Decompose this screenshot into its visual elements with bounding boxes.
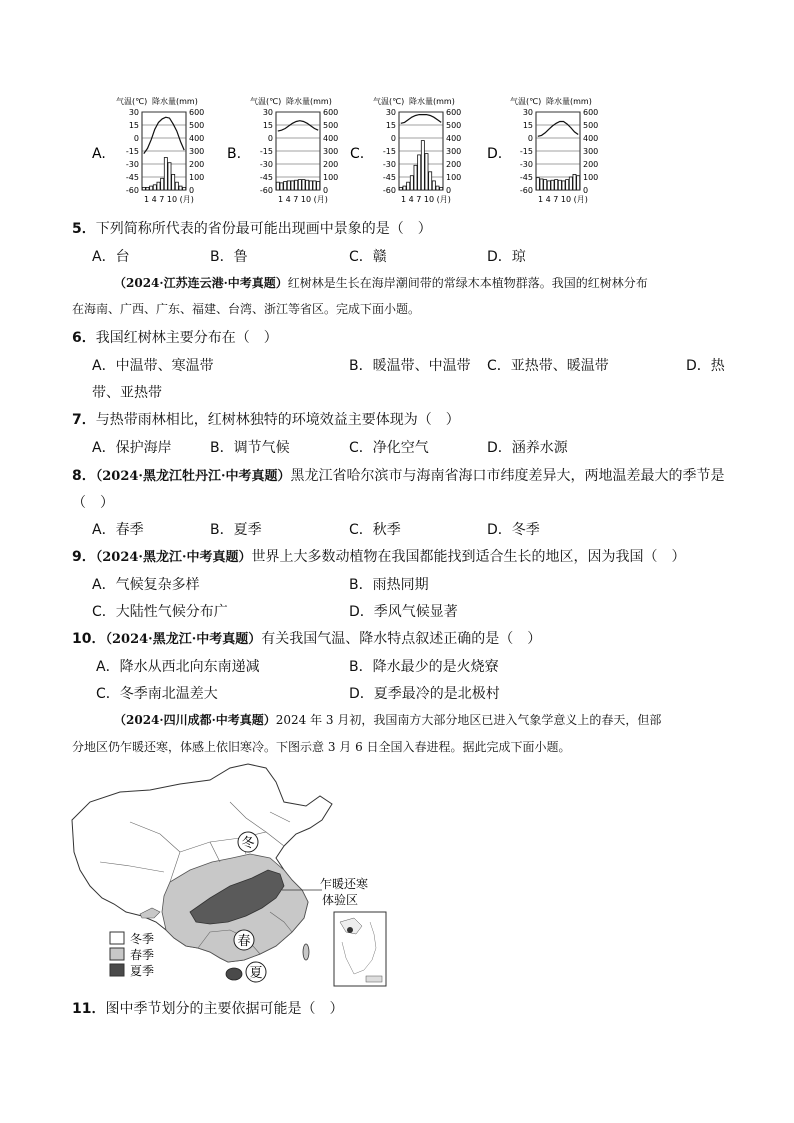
q7-option-b[interactable]: B．调节气候 xyxy=(210,440,290,456)
precip-bar xyxy=(432,181,435,190)
left-tick-label: -30 xyxy=(519,160,533,169)
precip-bar xyxy=(407,182,410,190)
precip-bar xyxy=(172,174,175,190)
callout-text-2: 体验区 xyxy=(322,893,359,907)
precip-bar xyxy=(306,180,309,190)
map-legend xyxy=(110,931,154,978)
q10-option-b[interactable]: B．降水最少的是火烧寮 xyxy=(349,659,499,675)
precip-bar xyxy=(168,163,171,190)
passage-source: （2024·四川成都·中考真题） xyxy=(114,713,276,727)
axis-right-title: 降水量(mm) xyxy=(152,97,198,106)
left-tick-label: 0 xyxy=(527,134,533,143)
precip-bar xyxy=(150,186,153,190)
climate-chart-c xyxy=(350,96,461,204)
map-svg xyxy=(70,762,390,990)
precip-bar xyxy=(569,177,572,190)
legend-summer: 夏季 xyxy=(130,964,155,978)
left-tick-label: 30 xyxy=(385,108,396,117)
q9-option-c[interactable]: C．大陆性气候分布广 xyxy=(92,604,228,620)
question-8 xyxy=(72,465,724,485)
right-tick-label: 0 xyxy=(446,186,452,195)
chart-option-label[interactable]: B. xyxy=(227,146,242,162)
question-11 xyxy=(72,998,343,1018)
left-tick-label: 30 xyxy=(262,108,273,117)
axis-left-title: 气温(℃) xyxy=(250,97,282,106)
passage-2-line-2: 分地区仍乍暖还寒，体感上依旧寒冷。下图示意 3 月 6 日全国入春进程。据此完成下面小题。 xyxy=(72,740,571,754)
question-source: （2024·黑龙江·中考真题） xyxy=(105,632,262,647)
passage-1-line-1 xyxy=(114,274,648,291)
precip-bar xyxy=(410,176,413,190)
q9-option-b[interactable]: B．雨热同期 xyxy=(349,577,429,593)
right-tick-label: 400 xyxy=(446,134,462,143)
right-tick-label: 300 xyxy=(446,147,462,156)
climate-chart-b xyxy=(227,96,338,204)
left-tick-label: -15 xyxy=(259,147,273,156)
right-tick-label: 400 xyxy=(583,134,599,143)
precip-bar xyxy=(317,182,320,190)
legend-spring: 春季 xyxy=(130,948,155,962)
precip-bar xyxy=(179,186,182,190)
precip-bar xyxy=(558,180,561,190)
south-china-sea-inset xyxy=(334,912,386,986)
question-stem: 图中季节划分的主要依据可能是（ ） xyxy=(105,1001,344,1017)
question-number: 7． xyxy=(72,412,96,428)
chart-option-label[interactable]: D. xyxy=(487,146,503,162)
question-source: （2024·黑龙江牡丹江·中考真题） xyxy=(95,469,291,484)
precip-bar xyxy=(175,182,178,190)
question-stem: 黑龙江省哈尔滨市与海南省海口市纬度差异大，两地温差最大的季节是 xyxy=(290,468,725,484)
left-tick-label: -15 xyxy=(125,147,139,156)
right-tick-label: 0 xyxy=(583,186,589,195)
right-tick-label: 0 xyxy=(323,186,329,195)
precip-bar xyxy=(280,183,283,190)
axis-right-title: 降水量(mm) xyxy=(409,97,455,106)
question-stem: 有关我国气温、降水特点叙述正确的是（ ） xyxy=(261,631,542,647)
precip-bar xyxy=(309,181,312,190)
q6-option-a[interactable]: A．中温带、寒温带 xyxy=(92,358,214,374)
left-tick-label: 0 xyxy=(133,134,139,143)
legend-winter: 冬季 xyxy=(130,932,155,946)
right-tick-label: 600 xyxy=(446,108,462,117)
passage-text: 2024 年 3 月初，我国南方大部分地区已进入气象学意义上的春天，但部 xyxy=(275,713,662,727)
right-tick-label: 500 xyxy=(446,121,462,130)
precip-bar xyxy=(298,180,301,190)
x-tick-labels: 1 4 7 10 (月) xyxy=(538,195,588,204)
china-spring-progress-map xyxy=(70,762,390,990)
q6-option-b[interactable]: B．暖温带、中温带 xyxy=(349,358,471,374)
left-tick-label: 15 xyxy=(262,121,273,130)
left-tick-label: 15 xyxy=(128,121,139,130)
question-number: 10． xyxy=(72,631,106,647)
precip-bar xyxy=(551,180,554,190)
precip-bar xyxy=(287,181,290,190)
left-tick-label: -60 xyxy=(125,186,139,195)
q10-option-d[interactable]: D．夏季最冷的是北极村 xyxy=(349,686,500,702)
left-tick-label: -30 xyxy=(125,160,139,169)
q6-option-d[interactable]: D．热 xyxy=(686,358,725,374)
callout-text-1: 乍暖还寒 xyxy=(320,877,369,891)
precip-bar xyxy=(291,181,294,190)
precip-bar xyxy=(440,187,443,190)
right-tick-label: 100 xyxy=(189,173,205,182)
left-tick-label: 15 xyxy=(522,121,533,130)
q6-option-c[interactable]: C．亚热带、暖温带 xyxy=(487,358,609,374)
temperature-line xyxy=(278,121,318,131)
q6-option-d-wrap: 带、亚热带 xyxy=(92,385,162,401)
spring-label: 春 xyxy=(237,934,251,949)
left-tick-label: -60 xyxy=(382,186,396,195)
precip-bar xyxy=(146,187,149,190)
precip-bar xyxy=(425,154,428,190)
left-tick-label: -45 xyxy=(125,173,139,182)
right-tick-label: 300 xyxy=(189,147,205,156)
left-tick-label: -15 xyxy=(519,147,533,156)
right-tick-label: 600 xyxy=(323,108,339,117)
precip-bar xyxy=(544,180,547,190)
right-tick-label: 500 xyxy=(323,121,339,130)
left-tick-label: 0 xyxy=(390,134,396,143)
hainan-island xyxy=(226,968,242,980)
precip-bar xyxy=(161,178,164,190)
right-tick-label: 500 xyxy=(583,121,599,130)
question-6 xyxy=(72,327,278,347)
right-tick-label: 600 xyxy=(189,108,205,117)
precip-bar xyxy=(284,182,287,190)
summer-label: 夏 xyxy=(249,966,263,981)
precip-bar xyxy=(421,141,424,190)
q9-option-d[interactable]: D．季风气候显著 xyxy=(349,604,458,620)
question-source: （2024·黑龙江·中考真题） xyxy=(95,550,252,565)
right-tick-label: 500 xyxy=(189,121,205,130)
left-tick-label: 0 xyxy=(267,134,273,143)
passage-text: 红树林是生长在海岸潮间带的常绿木本植物群落。我国的红树林分布 xyxy=(287,276,648,290)
left-tick-label: -45 xyxy=(519,173,533,182)
left-tick-label: -30 xyxy=(259,160,273,169)
precip-bar xyxy=(403,186,406,190)
right-tick-label: 300 xyxy=(583,147,599,156)
left-tick-label: -60 xyxy=(259,186,273,195)
axis-left-title: 气温(℃) xyxy=(116,97,148,106)
precip-bar xyxy=(540,179,543,190)
right-tick-label: 400 xyxy=(323,134,339,143)
question-number: 11． xyxy=(72,1001,106,1017)
precip-bar xyxy=(399,187,402,190)
temperature-line xyxy=(538,122,578,137)
question-number: 5． xyxy=(72,221,96,237)
q5-option-b[interactable]: B．鲁 xyxy=(210,249,248,265)
q7-option-a[interactable]: A．保护海岸 xyxy=(92,440,172,456)
right-tick-label: 200 xyxy=(583,160,599,169)
left-tick-label: -30 xyxy=(382,160,396,169)
precip-bar xyxy=(418,155,421,190)
passage-source: （2024·江苏连云港·中考真题） xyxy=(114,276,288,290)
precip-bar xyxy=(157,182,160,190)
precip-bar xyxy=(164,158,167,191)
question-10 xyxy=(72,628,541,648)
precip-bar xyxy=(313,181,316,190)
right-tick-label: 200 xyxy=(323,160,339,169)
right-tick-label: 300 xyxy=(323,147,339,156)
left-tick-label: -45 xyxy=(259,173,273,182)
q5-option-a[interactable]: A．台 xyxy=(92,249,130,265)
spring-marker xyxy=(234,930,254,950)
right-tick-label: 100 xyxy=(583,173,599,182)
winter-label: 冬 xyxy=(241,836,255,851)
right-tick-label: 100 xyxy=(323,173,339,182)
question-9 xyxy=(72,546,685,566)
right-tick-label: 400 xyxy=(189,134,205,143)
precip-bar xyxy=(555,180,558,190)
q8-option-d[interactable]: D．冬季 xyxy=(487,522,540,538)
question-stem: 世界上大多数动植物在我国都能找到适合生长的地区，因为我国（ ） xyxy=(251,549,686,565)
right-tick-label: 200 xyxy=(446,160,462,169)
question-number: 6． xyxy=(72,330,96,346)
climate-chart-d xyxy=(487,96,598,204)
q5-option-c[interactable]: C．赣 xyxy=(349,249,387,265)
right-tick-label: 0 xyxy=(189,186,195,195)
q10-option-c[interactable]: C．冬季南北温差大 xyxy=(96,686,218,702)
precip-bar xyxy=(183,187,186,190)
question-5 xyxy=(72,218,432,238)
axis-left-title: 气温(℃) xyxy=(373,97,405,106)
question-7 xyxy=(72,409,460,429)
left-tick-label: 30 xyxy=(522,108,533,117)
precip-bar xyxy=(566,180,569,190)
x-tick-labels: 1 4 7 10 (月) xyxy=(278,195,328,204)
left-tick-label: -15 xyxy=(382,147,396,156)
question-number: 9． xyxy=(72,549,96,565)
precip-bar xyxy=(153,185,156,190)
winter-marker xyxy=(238,832,258,852)
precip-bar xyxy=(429,172,432,190)
chart-option-label[interactable]: A. xyxy=(92,146,106,162)
q10-option-a[interactable]: A．降水从西北向东南递减 xyxy=(96,659,260,675)
axis-right-title: 降水量(mm) xyxy=(286,97,332,106)
question-stem: 与热带雨林相比，红树林独特的环境效益主要体现为（ ） xyxy=(95,412,460,428)
precip-bar xyxy=(577,176,580,190)
axis-right-title: 降水量(mm) xyxy=(546,97,592,106)
question-stem: 下列简称所代表的省份最可能出现画中景象的是（ ） xyxy=(95,221,432,237)
q8-option-c[interactable]: C．秋季 xyxy=(349,522,401,538)
q5-option-d[interactable]: D．琼 xyxy=(487,249,526,265)
passage-2-line-1 xyxy=(114,711,661,728)
precip-bar xyxy=(142,187,145,190)
precip-bar xyxy=(562,181,565,190)
climate-charts xyxy=(0,0,794,210)
question-number: 8． xyxy=(72,468,96,484)
precip-bar xyxy=(436,186,439,190)
precip-bar xyxy=(302,180,305,190)
precip-bar xyxy=(547,181,550,190)
temperature-line xyxy=(144,117,184,153)
q7-option-c[interactable]: C．净化空气 xyxy=(349,440,429,456)
right-tick-label: 200 xyxy=(189,160,205,169)
left-tick-label: 30 xyxy=(128,108,139,117)
right-tick-label: 100 xyxy=(446,173,462,182)
question-stem: 我国红树林主要分布在（ ） xyxy=(95,330,278,346)
right-tick-label: 600 xyxy=(583,108,599,117)
x-tick-labels: 1 4 7 10 (月) xyxy=(144,195,194,204)
axis-left-title: 气温(℃) xyxy=(510,97,542,106)
left-tick-label: -45 xyxy=(382,173,396,182)
temperature-line xyxy=(401,115,441,124)
climate-chart-a xyxy=(92,96,204,204)
q9-option-a[interactable]: A．气候复杂多样 xyxy=(92,577,200,593)
taiwan-island xyxy=(303,944,309,960)
left-tick-label: 15 xyxy=(385,121,396,130)
precip-bar xyxy=(295,180,298,190)
precip-bar xyxy=(276,182,279,190)
q7-option-d[interactable]: D．涵养水源 xyxy=(487,440,568,456)
question-8-wrap: （ ） xyxy=(72,495,114,511)
x-tick-labels: 1 4 7 10 (月) xyxy=(401,195,451,204)
q8-option-a[interactable]: A．春季 xyxy=(92,522,144,538)
precip-bar xyxy=(573,174,576,190)
q8-option-b[interactable]: B．夏季 xyxy=(210,522,262,538)
passage-1-line-2: 在海南、广西、广东、福建、台湾、浙江等省区。完成下面小题。 xyxy=(72,302,421,316)
chart-option-label[interactable]: C. xyxy=(350,146,365,162)
summer-marker xyxy=(246,962,266,982)
left-tick-label: -60 xyxy=(519,186,533,195)
precip-bar xyxy=(536,178,539,190)
precip-bar xyxy=(414,165,417,190)
